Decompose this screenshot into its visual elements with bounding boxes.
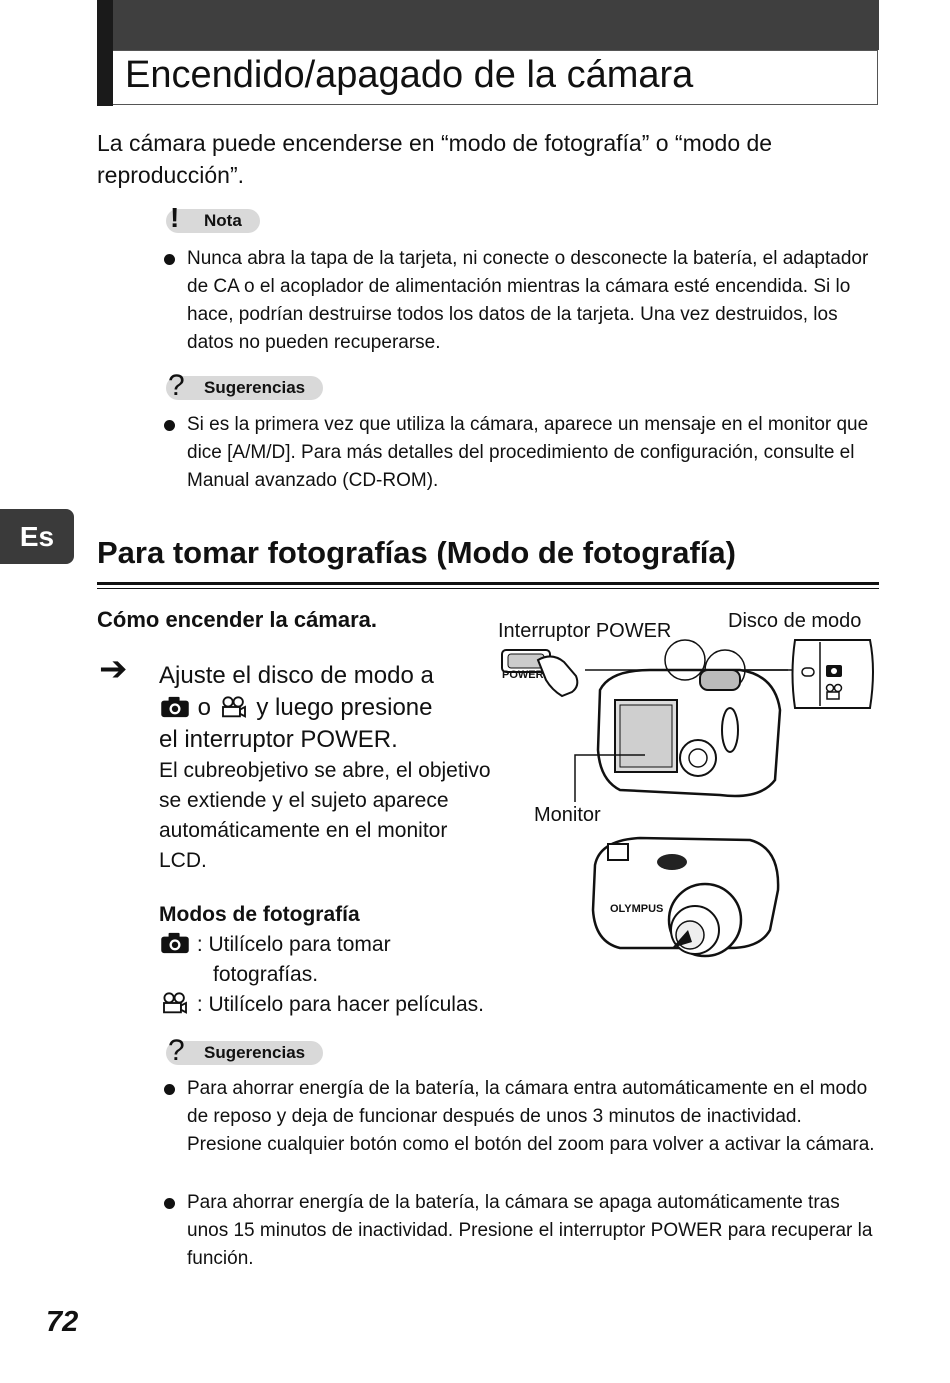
page-number: 72 [46, 1306, 79, 1338]
exclamation-icon: ! [170, 202, 180, 233]
language-tab: Es [0, 509, 74, 564]
movie-camera-icon [218, 696, 250, 718]
tips-badge [166, 1041, 323, 1065]
step-line-2-end: y luego presione [256, 694, 433, 721]
section-title: Para tomar fotografías (Modo de fotografía) [97, 535, 736, 570]
label-mode-dial: Disco de modo [728, 610, 862, 632]
question-icon: ? [168, 1034, 185, 1067]
bullet [164, 254, 175, 265]
page-title: Encendido/apagado de la cámara [125, 54, 694, 96]
camera-diagram [490, 630, 890, 970]
finger-illustration [538, 656, 577, 696]
section-rule [97, 582, 879, 585]
photo-mode-line [159, 930, 391, 960]
tips-item: Para ahorrar energía de la batería, la cámara se apaga automáticamente tras unos 15 minutos de inactividad. Presione el interruptor POWER para recuperar la función. [187, 1192, 873, 1269]
power-button-text: POWER [502, 669, 544, 681]
bullet [164, 1198, 175, 1209]
camera-icon [159, 696, 191, 718]
step-or: o [197, 694, 212, 721]
title-bar-accent [97, 0, 113, 106]
movie-camera-icon [159, 992, 191, 1014]
question-icon: ? [168, 369, 185, 402]
note-badge [166, 209, 260, 233]
intro-text: La cámara puede encenderse en “modo de fotografía” o “modo de reproducción”. [97, 130, 773, 188]
modes-title: Modos de fotografía [159, 903, 360, 926]
label-power-switch: Interruptor POWER [498, 620, 672, 642]
tips-label: Sugerencias [204, 1043, 306, 1062]
camera-icon [159, 932, 191, 954]
label-monitor: Monitor [534, 804, 601, 826]
brand-text: OLYMPUS [610, 903, 664, 915]
movie-mode-line [159, 990, 484, 1020]
bullet [164, 1084, 175, 1095]
photo-mode-desc: : Utilícelo para tomar [196, 933, 391, 956]
tips-badge [166, 376, 323, 400]
section-rule-thin [97, 588, 879, 589]
note-label: Nota [204, 211, 242, 230]
bullet [164, 420, 175, 431]
title-bar-top [97, 0, 879, 50]
subheading: Cómo encender la cámara. [97, 607, 378, 632]
step-line-2 [159, 692, 499, 724]
movie-mode-desc: : Utilícelo para hacer películas. [196, 993, 484, 1016]
step-line-3: el interruptor POWER. [159, 726, 398, 753]
step-line-1: Ajuste el disco de modo a [159, 662, 434, 689]
tips-label: Sugerencias [204, 378, 306, 397]
step-instruction [159, 660, 499, 756]
note-item: Nunca abra la tapa de la tarjeta, ni conecte o desconecte la batería, el adaptador de CA o el acoplador de alimentación mientras la cámara esté encendida. Si lo hace, podrían destruirse todos los datos de la tarjeta. Una vez destruidos, los datos no pueden recuperarse. [187, 248, 869, 353]
step-detail: El cubreobjetivo se abre, el objetivo se extiende y el sujeto aparece automáticamente en el monitor LCD. [159, 759, 491, 872]
arrow-right-icon: ➔ [99, 650, 128, 688]
tips-item: Para ahorrar energía de la batería, la cámara entra automáticamente en el modo de reposo y deja de funcionar después de unos 3 minutos de inactividad. Presione cualquier botón como el botón del zoom para volver a activar la cámara. [187, 1078, 875, 1155]
photo-mode-desc-2: fotografías. [213, 963, 319, 986]
tips-item: Si es la primera vez que utiliza la cámara, aparece un mensaje en el monitor que dice [A/M/D]. Para más detalles del procedimiento de configuración, consulte el Manual avanzado (CD-ROM). [187, 414, 869, 491]
